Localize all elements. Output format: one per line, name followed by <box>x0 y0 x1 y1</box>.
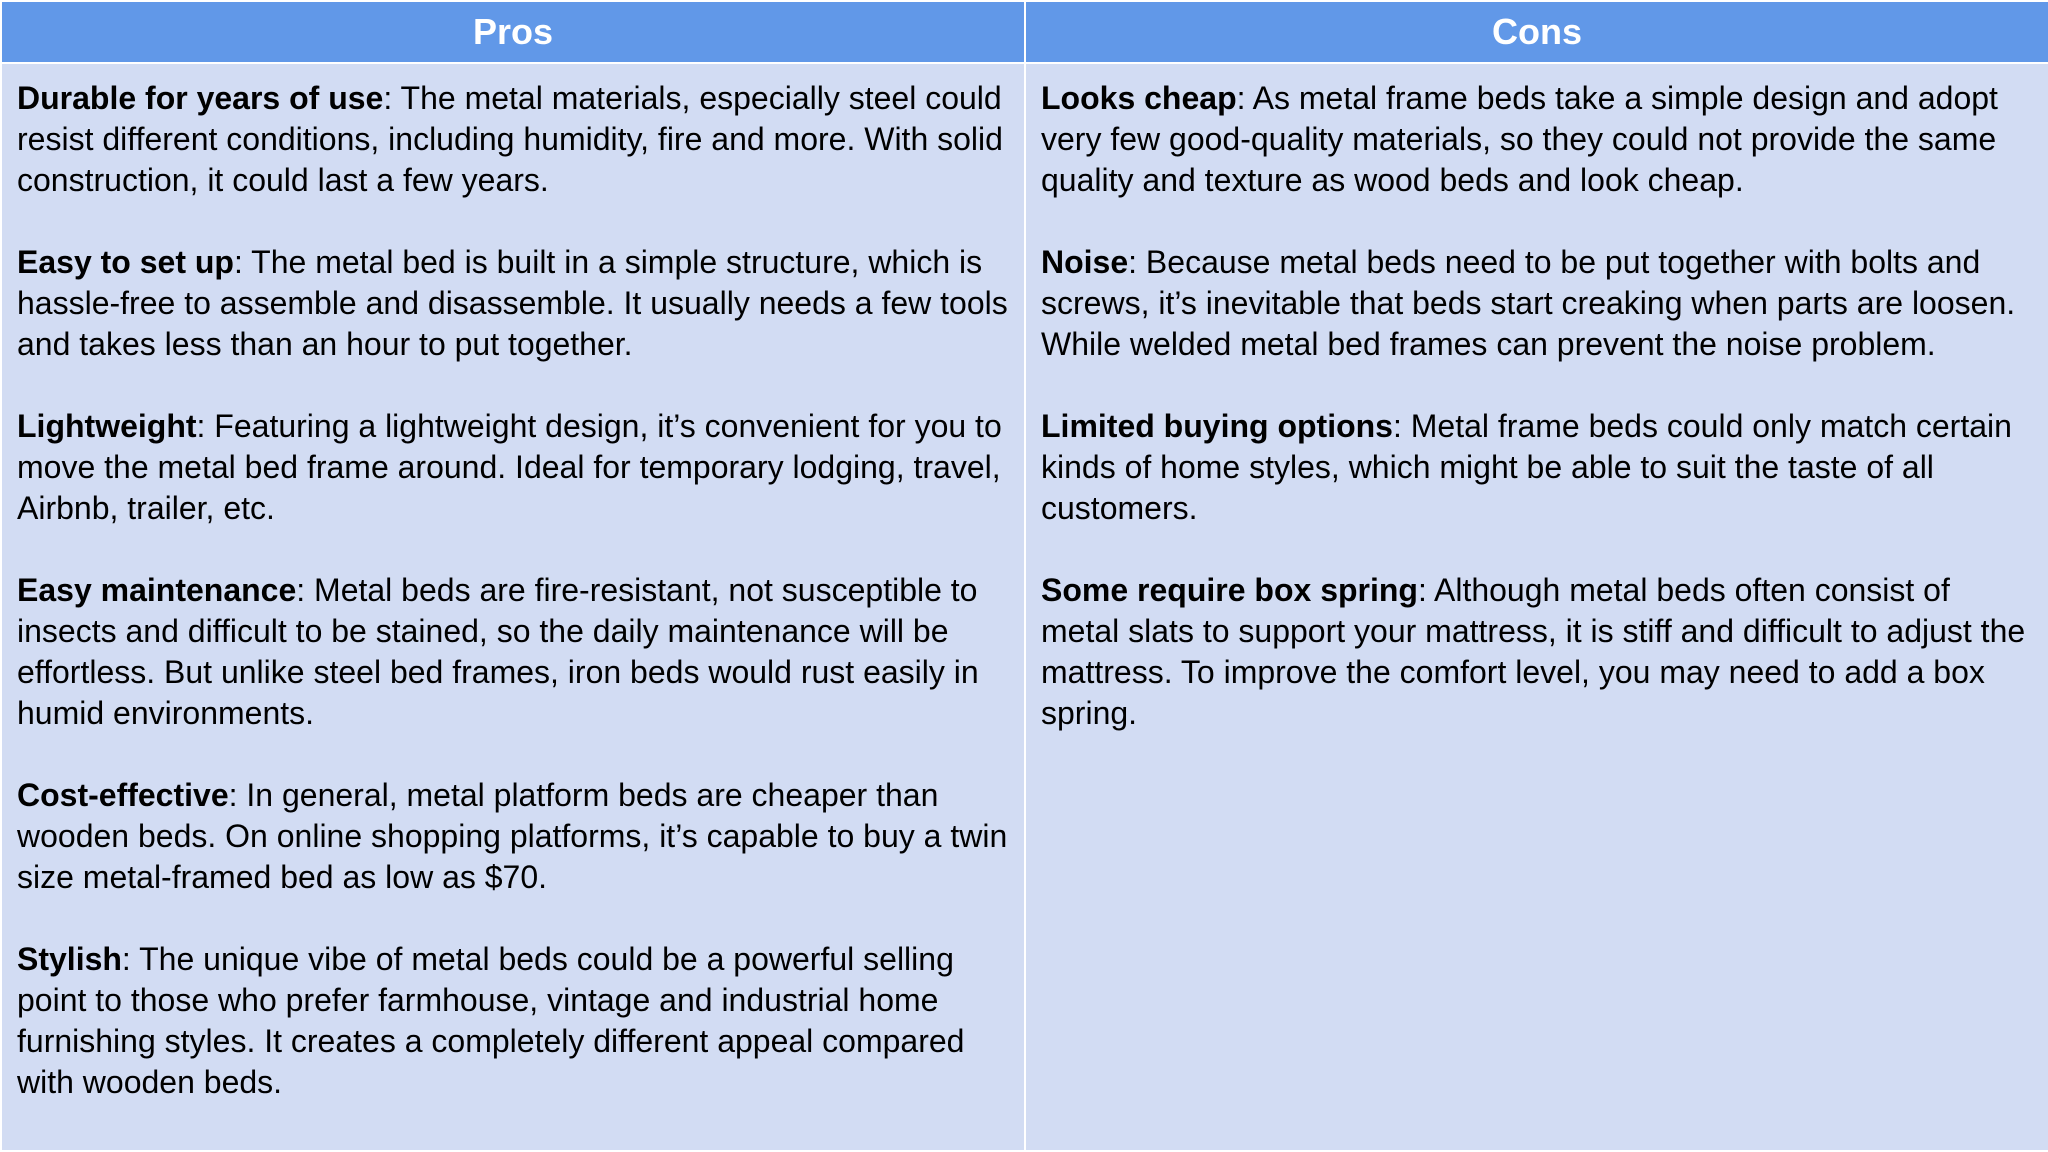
pro-text: : The metal materials, especially steel could resist different conditions, including humidity, fire and more. With solid construction, it could last a few years. <box>17 80 1003 198</box>
pro-item <box>17 78 1010 201</box>
con-text: : Metal frame beds could only match certain kinds of home styles, which might be able to suit the taste of all customers. <box>1041 408 2012 526</box>
con-item <box>1041 406 2034 529</box>
pro-text: : The unique vibe of metal beds could be a powerful selling point to those who prefer farmhouse, vintage and industrial home furnishing styles. It creates a completely different appeal compared with wooden beds. <box>17 941 965 1100</box>
pros-header: Pros <box>1 1 1025 63</box>
con-term: Some require box spring <box>1041 572 1418 608</box>
con-item <box>1041 78 2034 201</box>
con-term: Noise <box>1041 244 1129 280</box>
pro-term: Lightweight <box>17 408 197 444</box>
pro-term: Cost-effective <box>17 777 229 813</box>
con-term: Looks cheap <box>1041 80 1237 116</box>
con-item <box>1041 242 2034 365</box>
pro-text: : Featuring a lightweight design, it’s convenient for you to move the metal bed frame around. Ideal for temporary lodging, travel, Airbnb, trailer, etc. <box>17 408 1002 526</box>
cons-header: Cons <box>1025 1 2048 63</box>
con-text: : Although metal beds often consist of metal slats to support your mattress, it is stiff and difficult to adjust the mattress. To improve the comfort level, you may need to add a box spring. <box>1041 572 2026 731</box>
con-term: Limited buying options <box>1041 408 1393 444</box>
pro-term: Easy to set up <box>17 244 234 280</box>
pro-item <box>17 242 1010 365</box>
pro-term: Durable for years of use <box>17 80 384 116</box>
pro-item <box>17 939 1010 1103</box>
pro-text: : The metal bed is built in a simple structure, which is hassle-free to assemble and disassemble. It usually needs a few tools and takes less than an hour to put together. <box>17 244 1008 362</box>
cons-column <box>1025 63 2048 1151</box>
pro-item <box>17 406 1010 529</box>
pros-column <box>1 63 1025 1151</box>
con-text: : Because metal beds need to be put together with bolts and screws, it’s inevitable that beds start creaking when parts are loosen. While welded metal bed frames can prevent the noise problem. <box>1041 244 2016 362</box>
pro-term: Easy maintenance <box>17 572 297 608</box>
pro-text: : In general, metal platform beds are cheaper than wooden beds. On online shopping platforms, it’s capable to buy a twin size metal-framed bed as low as $70. <box>17 777 1008 895</box>
content-row <box>1 63 2048 1151</box>
pro-item <box>17 570 1010 734</box>
pro-term: Stylish <box>17 941 122 977</box>
con-item <box>1041 570 2034 734</box>
pro-text: : Metal beds are fire-resistant, not susceptible to insects and difficult to be stained, so the daily maintenance will be effortless. But unlike steel bed frames, iron beds would rust easily in humid environments. <box>17 572 979 731</box>
pro-item <box>17 775 1010 898</box>
header-row <box>1 1 2048 63</box>
con-text: : As metal frame beds take a simple design and adopt very few good-quality materials, so they could not provide the same quality and texture as wood beds and look cheap. <box>1041 80 1998 198</box>
